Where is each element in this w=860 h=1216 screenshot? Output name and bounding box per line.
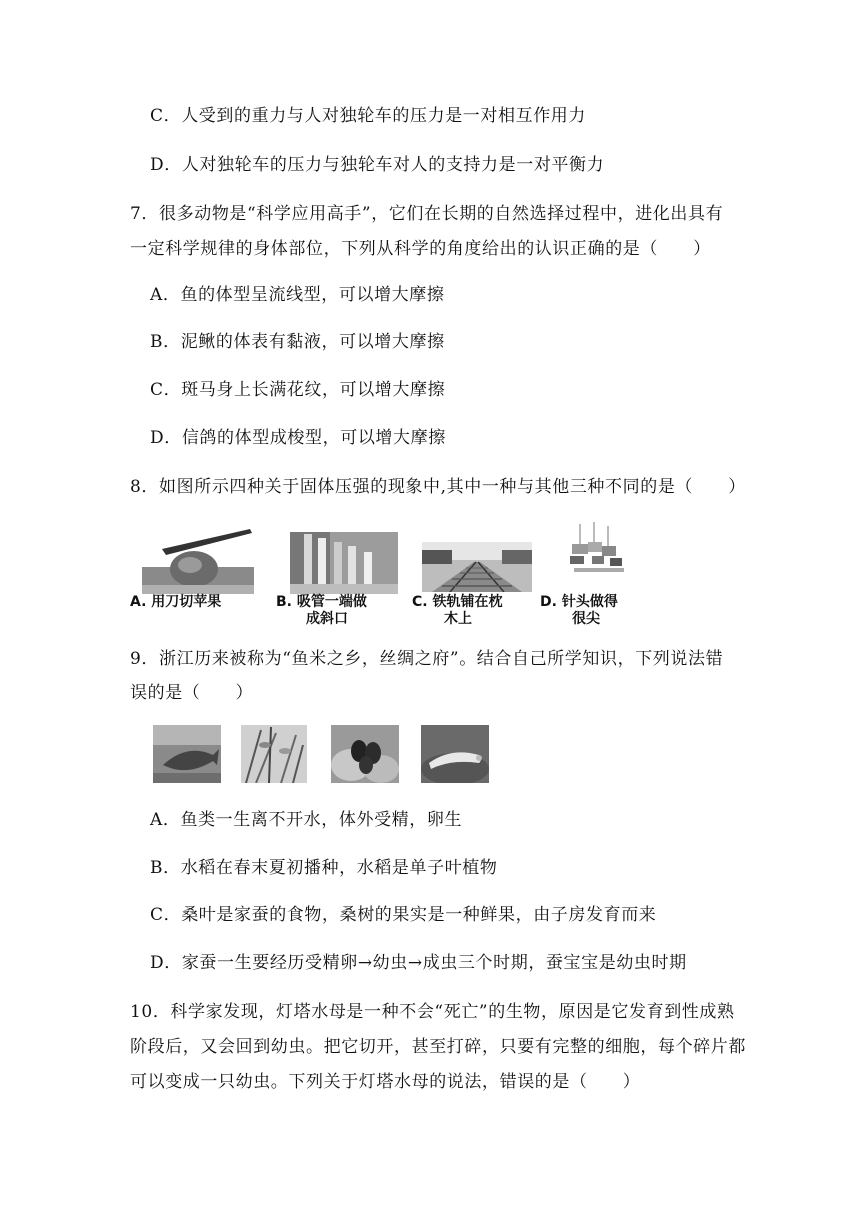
straw-photo <box>290 532 398 594</box>
q8-figure-row <box>130 522 660 627</box>
q9-figure-row <box>150 725 500 785</box>
q10-stem-line3: 可以变成一只幼虫。下列关于灯塔水母的说法，错误的是（ ） <box>130 1072 641 1092</box>
mulberry-photo <box>331 725 399 783</box>
q7-stem-line2: 一定科学规律的身体部位，下列从科学的角度给出的认识正确的是（ ） <box>130 239 711 259</box>
railway-photo <box>422 542 532 592</box>
q7-option-b: B．泥鳅的体表有黏液，可以增大摩擦 <box>150 332 445 352</box>
q8-caption-d: D. 针头做得 很尖 <box>540 594 618 627</box>
q10-stem-line2: 阶段后，又会回到幼虫。把它切开，甚至打碎，只要有完整的细胞，每个碎片都 <box>130 1037 746 1057</box>
fish-photo <box>153 725 221 783</box>
rice-photo <box>241 725 307 783</box>
q8-caption-b: B. 吸管一端做 成斜口 <box>276 594 367 627</box>
q7-option-a: A．鱼的体型呈流线型，可以增大摩擦 <box>150 285 445 305</box>
q7-stem-line1: 7．很多动物是“科学应用高手”，它们在长期的自然选择过程中，进化出具有 <box>130 204 724 224</box>
q9-option-c: C．桑叶是家蚕的食物，桑树的果实是一种鲜果，由子房发育而来 <box>150 905 657 925</box>
needle-photo <box>562 522 642 592</box>
q6-option-d: D．人对独轮车的压力与独轮车对人的支持力是一对平衡力 <box>150 155 605 175</box>
q6-option-c: C．人受到的重力与人对独轮车的压力是一对相互作用力 <box>150 106 587 126</box>
q9-option-d: D．家蚕一生要经历受精卵→幼虫→成虫三个时期，蚕宝宝是幼虫时期 <box>150 953 687 973</box>
q9-option-b: B．水稻在春末夏初播种，水稻是单子叶植物 <box>150 858 498 878</box>
q7-option-c: C．斑马身上长满花纹，可以增大摩擦 <box>150 380 446 400</box>
silkworm-photo <box>421 725 489 783</box>
apple-cut-photo <box>142 527 254 594</box>
q9-option-a: A．鱼类一生离不开水，体外受精，卵生 <box>150 810 463 830</box>
q9-stem-line2: 误的是（ ） <box>130 683 254 703</box>
q7-option-d: D．信鸽的体型成梭型，可以增大摩擦 <box>150 428 446 448</box>
q10-stem-line1: 10．科学家发现，灯塔水母是一种不会“死亡”的生物，原因是它发育到性成熟 <box>130 1002 735 1022</box>
q8-stem: 8．如图所示四种关于固体压强的现象中,其中一种与其他三种不同的是（ ） <box>130 477 746 497</box>
q8-caption-c: C. 铁轨铺在枕 木上 <box>412 594 503 627</box>
q8-caption-a: A. 用刀切苹果 <box>130 594 222 610</box>
q9-stem-line1: 9．浙江历来被称为“鱼米之乡，丝绸之府”。结合自己所学知识，下列说法错 <box>130 649 724 669</box>
